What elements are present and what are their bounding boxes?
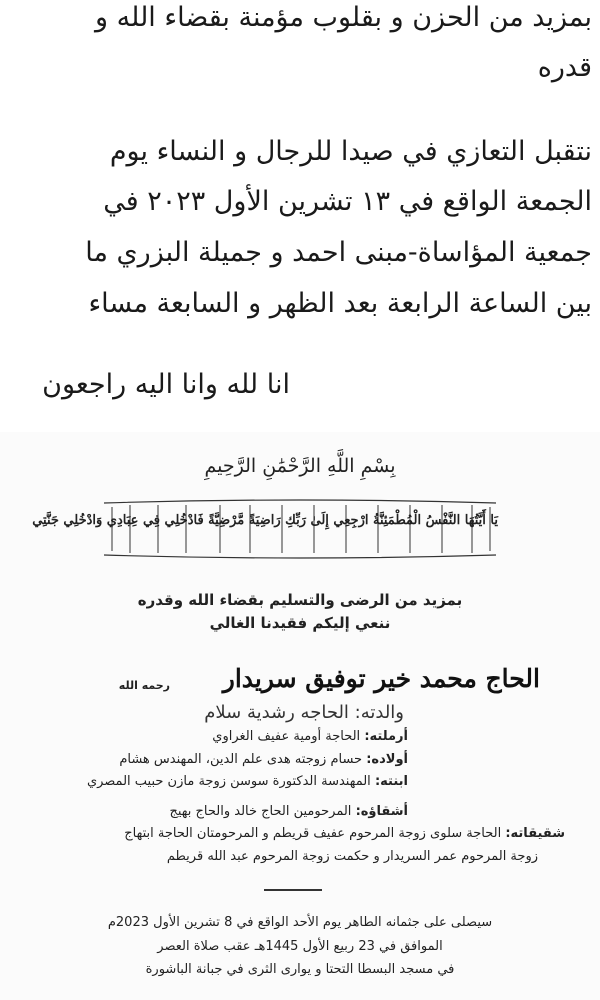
widow-line [212,729,408,744]
message-line-1: بمزيد من الحزن و بقلوب مؤمنة بقضاء الله و [95,2,592,33]
funeral-line-1: سيصلى على جثمانه الطاهر يوم الأحد الواقع في 8 تشرين الأول 2023م [107,915,493,930]
quran-verse-frame [32,497,500,561]
intro-line-2: ننعي إليكم فقيدنا الغالي [209,614,391,632]
message-line-5: جمعية المؤاساة-مبنى احمد و جميلة البزري ما [85,237,592,268]
mother-line: والدته: الحاجه رشدية سلام [204,702,404,723]
intro-line-1: بمزيد من الرضى والتسليم بقضاء الله وقدره [137,591,463,609]
funeral-line-2: الموافق في 23 ربيع الأول 1445هـ عقب صلاة العصر [157,939,443,954]
sisters-line-1 [124,826,565,841]
message-line-6: بين الساعة الرابعة بعد الظهر و السابعة مساء [88,288,592,319]
message-line-3: نتقبل التعازي في صيدا للرجال و النساء يوم [109,136,592,167]
quran-verse-text: يَا أَيَّتُهَا النَّفْسُ الْمُطْمَئِنَّةُ ارْجِعِي إِلَىٰ رَبِّكِ رَاضِيَةً مَّرْضِيَّةً فَادْخُلِي فِي عِبَادِي وَادْخُلِي جَنَّتِي [32,513,498,528]
sisters-label: شقيقاته: [505,826,565,841]
sons-names: حسام زوجته هدى علم الدين، المهندس هشام [119,752,363,767]
message-text-block [0,0,600,432]
basmala: بِسْمِ اللَّهِ الرَّحْمَٰنِ الرَّحِيمِ [204,455,396,477]
rahma-label: رحمه الله [118,679,170,692]
funeral-line-3: في مسجد البسطا التحتا و يوارى الثرى في جبانة الباشورة [145,962,455,977]
section-divider [264,889,322,891]
sisters-names: الحاجة سلوى زوجة المرحوم عفيف قريطم و المرحومتان الحاجة ابتهاج [124,826,502,841]
daughter-label: ابنته: [374,774,408,789]
message-line-4: الجمعة الواقع في ١٣ تشرين الأول ٢٠٢٣ في [103,186,592,217]
sisters-line-2: زوجة المرحوم عمر السريدار و حكمت زوجة المرحوم عبد الله قريطم [166,849,538,864]
sons-line [119,752,408,767]
sons-label: أولاده: [366,752,408,767]
message-line-2: قدره [537,52,592,83]
brothers-line [169,804,408,819]
widow-label: أرملته: [364,729,408,744]
brothers-names: المرحومين الحاج خالد والحاج بهيج [169,804,352,819]
widow-name: الحاجة أومية عفيف الغراوي [212,729,361,744]
message-line-7: انا لله وانا اليه راجعون [42,369,290,400]
daughter-line [87,774,408,789]
brothers-label: أشقاؤه: [355,804,408,819]
daughter-name: المهندسة الدكتورة سوسن زوجة مازن حبيب المصري [86,774,371,789]
deceased-name: الحاج محمد خير توفيق سريدار [222,664,540,693]
